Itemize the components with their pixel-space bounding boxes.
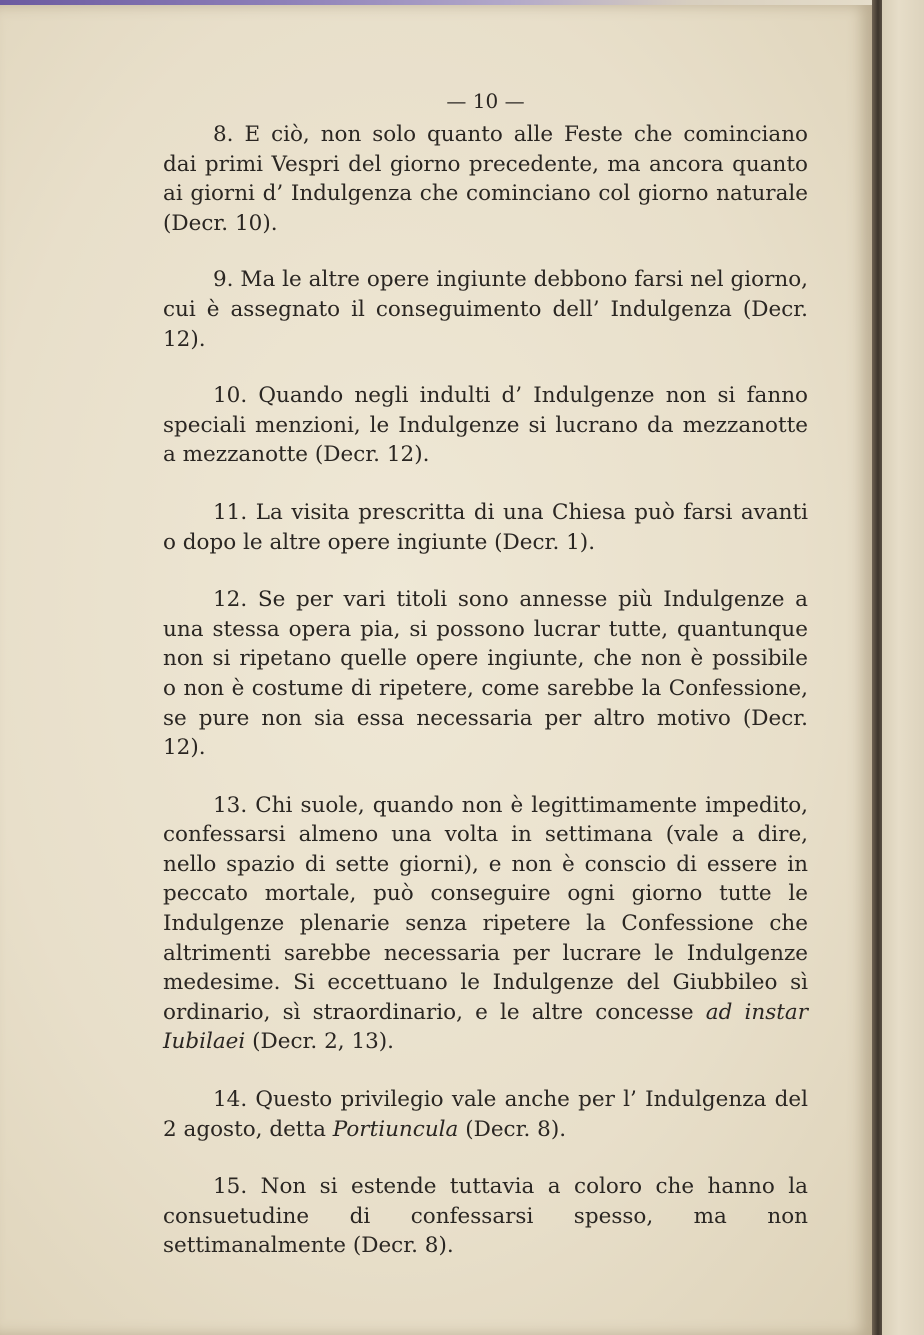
latin-phrase: ad instar Iubilaei [163,999,808,1055]
adjacent-page-edge [882,0,924,1335]
paragraph-text: 11. La visita prescritta di una Chiesa può farsi avanti o dopo le altre opere ingiunte (Decr. 1). [163,499,808,555]
book-gutter [872,0,882,1335]
paragraph-text: 8. E ciò, non solo quanto alle Feste che cominciano dai primi Vespri del giorno precedente, ma ancora quanto ai giorni d’ Indulgenza che cominciano col giorno naturale (Decr. 10). [163,122,808,236]
paragraph-text: (Decr. 8). [458,1116,567,1142]
page-text-block [163,86,808,1261]
paragraph-text: 15. Non si estende tuttavia a coloro che hanno la consuetudine di confessarsi spesso, ma non settimanalmente (Decr. 8). [163,1174,808,1259]
paragraph-10 [163,381,808,470]
paragraph-8 [163,120,808,238]
paragraph-text: 13. Chi suole, quando non è legittimamente impedito, confessarsi almeno una volta in settimana (vale a dire, nello spazio di sette giorni), e non è conscio di essere in peccato mortale, può conseguire ogni giorno tutte le Indulgenze plenarie senza ripetere la Confessione che altrimenti sarebbe necessaria per lucrare le Indulgenze medesime. Si eccettuano le Indulgenze del Giubbileo sì ordinario, sì straordinario, e le altre concesse [163,792,808,1025]
paragraph-text: (Decr. 2, 13). [245,1029,395,1055]
paragraph-11 [163,498,808,557]
paragraph-9 [163,265,808,354]
paragraph-text: 10. Quando negli indulti d’ Indulgenze non si fanno speciali menzioni, le Indulgenze si lucrano da mezzanotte a mezzanotte (Decr. 12). [163,383,808,468]
paragraph-13 [163,791,808,1057]
paragraph-text: 12. Se per vari titoli sono annesse più Indulgenze a una stessa opera pia, si possono lucrar tutte, quantunque non si ripetano quelle opere ingiunte, che non è possibile o non è costume di ripetere, come sarebbe la Confessione, se pure non sia essa necessaria per altro motivo (Decr. 12). [163,587,808,761]
paragraph-15 [163,1172,808,1261]
latin-phrase: Portiuncula [332,1116,459,1142]
paragraph-12 [163,585,808,763]
paragraph-14 [163,1085,808,1144]
page-number: — 10 — [446,89,525,113]
paragraph-text: 9. Ma le altre opere ingiunte debbono farsi nel giorno, cui è assegnato il conseguimento dell’ Indulgenza (Decr. 12). [163,267,808,352]
paragraph-text: 14. Questo privilegio vale anche per l’ Indulgenza del 2 agosto, detta [163,1087,808,1142]
